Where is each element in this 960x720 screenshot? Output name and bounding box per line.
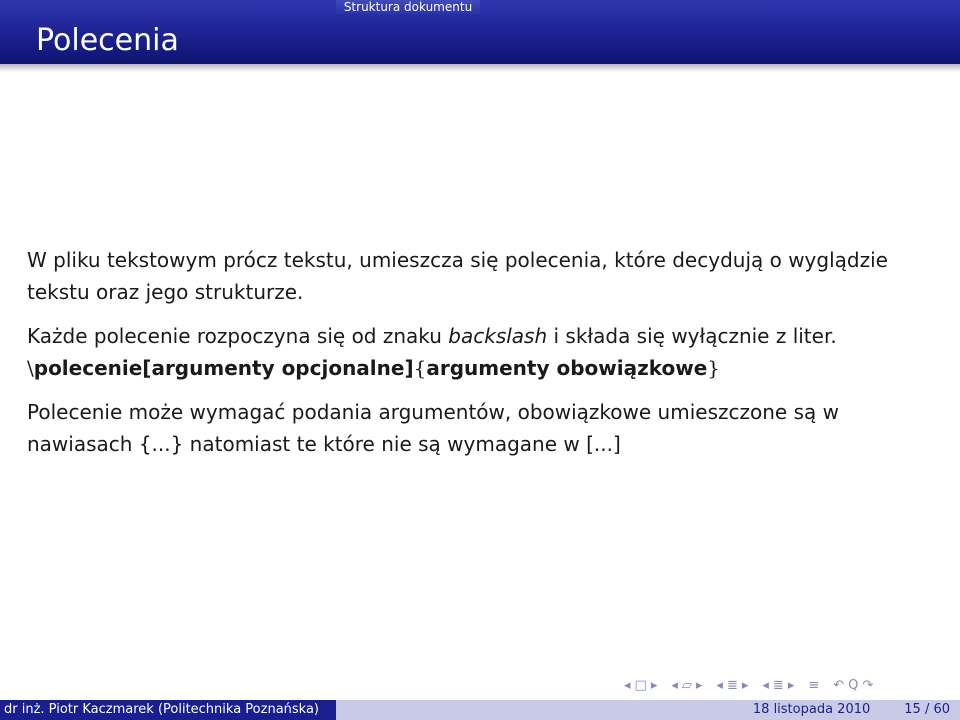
syntax-open-brace: { <box>413 356 427 380</box>
syntax-backslash: \ <box>27 356 34 380</box>
nav-next-subsection-icon[interactable]: ▸ <box>741 677 749 693</box>
footer-info <box>336 700 960 720</box>
nav-frame-icon[interactable]: □ <box>634 677 647 693</box>
nav-back-icon[interactable]: ↶ <box>833 677 845 693</box>
syntax-close-brace: } <box>707 356 721 380</box>
beamer-navigation <box>622 676 885 694</box>
commands-text-start: Każde polecenie rozpoczyna się od znaku <box>27 324 449 348</box>
header-shadow <box>0 64 960 72</box>
paragraph-commands <box>27 320 927 352</box>
syntax-command: polecenie[argumenty opcjonalne] <box>33 356 414 380</box>
commands-text-end: i składa się wyłącznie z liter. <box>547 324 837 348</box>
nav-subsection-icon[interactable]: ≣ <box>726 677 738 693</box>
footer-bar <box>0 700 960 720</box>
spacer <box>27 384 927 396</box>
nav-section-group <box>760 678 796 693</box>
footer-date: 18 listopada 2010 <box>752 702 871 717</box>
nav-search-group <box>831 678 875 693</box>
footer-author: dr inż. Piotr Kaczmarek (Politechnika Poznańska) <box>0 700 336 720</box>
nav-toc-group <box>806 678 821 693</box>
command-syntax <box>27 352 927 384</box>
backslash-term: backslash <box>448 324 548 348</box>
spacer <box>27 308 927 320</box>
nav-prev-section-icon[interactable]: ◂ <box>762 677 769 693</box>
nav-prev-frame-icon[interactable]: ◂ <box>624 677 631 693</box>
nav-search-icon[interactable]: Q <box>848 677 859 693</box>
syntax-arguments: argumenty obowiązkowe <box>426 356 708 380</box>
nav-frame-group <box>622 678 659 693</box>
nav-next-frame-icon[interactable]: ▸ <box>650 677 658 693</box>
nav-subsection-group <box>714 678 750 693</box>
nav-section-icon[interactable]: ≣ <box>772 677 784 693</box>
paragraph-arguments: Polecenie może wymagać podania argumentów, obowiązkowe umieszczone są w nawiasach {...} natomiast te które nie są wymagane w [...] <box>27 400 839 456</box>
nav-next-slide-icon[interactable]: ▸ <box>695 677 703 693</box>
nav-prev-slide-icon[interactable]: ◂ <box>671 677 678 693</box>
nav-prev-subsection-icon[interactable]: ◂ <box>716 677 723 693</box>
section-tab[interactable]: Struktura dokumentu <box>336 0 480 14</box>
nav-next-section-icon[interactable]: ▸ <box>787 677 795 693</box>
nav-slide-group <box>669 678 704 693</box>
paragraph-intro: W pliku tekstowym prócz tekstu, umieszcza się polecenia, które decydują o wyglądzie tekstu oraz jego strukturze. <box>27 248 888 304</box>
slide-content <box>27 244 927 460</box>
footer-page-number: 15 / 60 <box>904 702 950 717</box>
nav-toc-icon[interactable]: ≡ <box>808 677 820 693</box>
frame-title: Polecenia <box>36 23 179 58</box>
nav-forward-icon[interactable]: ↷ <box>862 677 874 693</box>
nav-slide-icon[interactable]: ▱ <box>681 677 692 693</box>
